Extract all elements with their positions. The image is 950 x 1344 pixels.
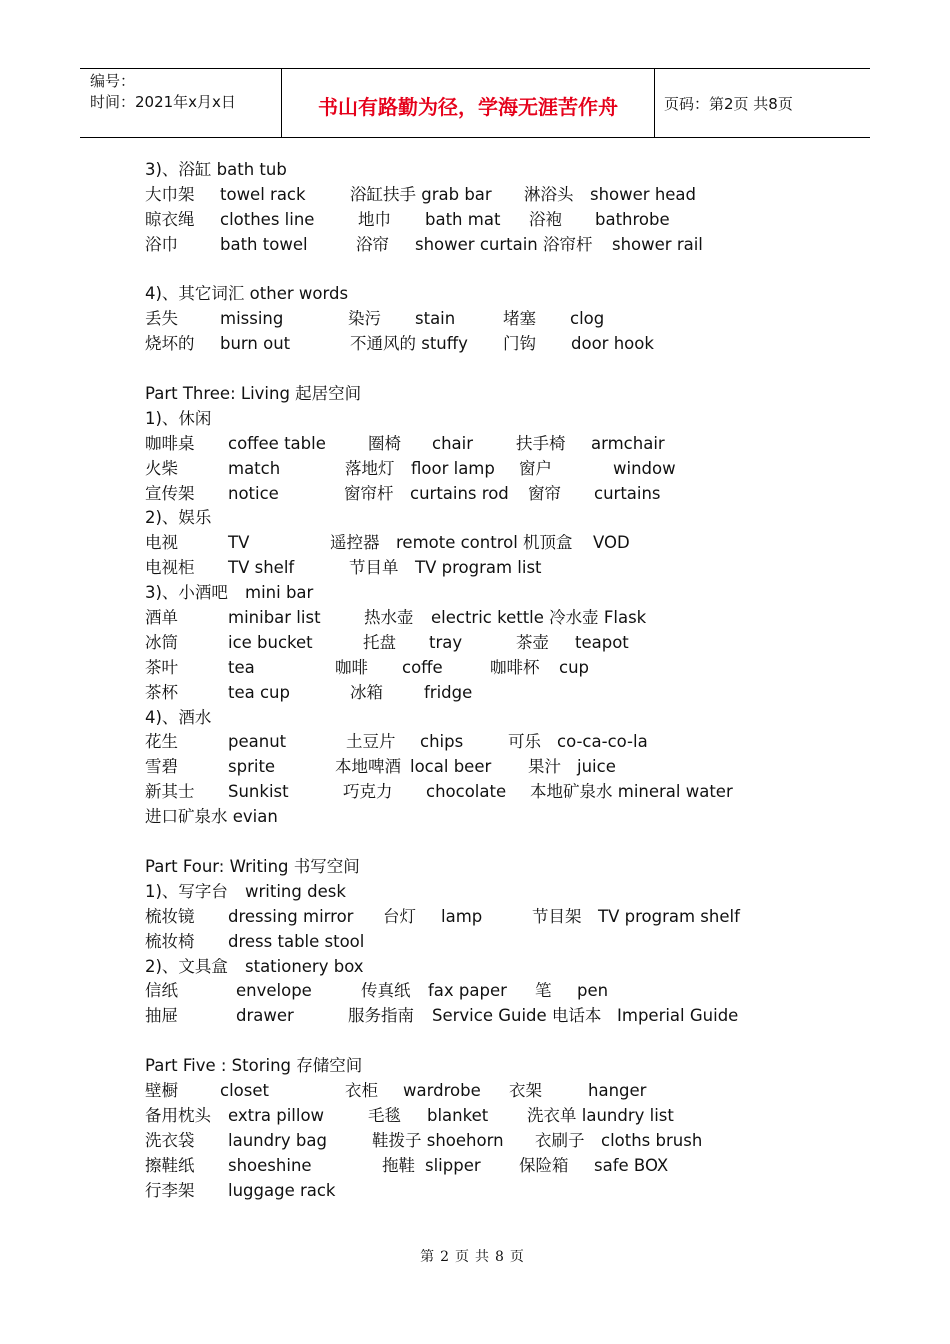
vocab-term: 地巾 <box>358 209 391 229</box>
vocab-term: 2)、娱乐 <box>145 508 212 528</box>
vocab-line <box>145 183 865 208</box>
vocab-term: tea cup <box>228 682 290 702</box>
vocab-term: floor lamp <box>411 458 495 478</box>
vocab-line <box>145 307 865 332</box>
footer-page-text: 2 <box>440 1249 449 1265</box>
vocab-line <box>145 1104 865 1129</box>
vocab-line <box>145 1129 865 1154</box>
vocab-line <box>145 208 865 233</box>
vocab-term: 果汁 <box>528 757 561 777</box>
vocab-term: 本地矿泉水 mineral water <box>530 782 733 802</box>
vocab-term: wardrobe <box>403 1080 481 1100</box>
document-date-label: 时间：2021年x月x日 <box>90 93 236 111</box>
vocab-term: 巧克力 <box>343 782 393 802</box>
vocab-line <box>145 755 865 780</box>
vocab-term: clothes line <box>220 209 315 229</box>
document-number-label: 编号： <box>90 72 136 90</box>
vocab-term: towel rack <box>220 184 306 204</box>
vocab-term: 洗衣袋 <box>145 1130 195 1150</box>
vocab-term: 窗帘 <box>528 483 561 503</box>
vocab-line <box>145 531 865 556</box>
vocab-term: 节目架 <box>532 906 582 926</box>
vocab-line <box>145 631 865 656</box>
vocab-line <box>145 282 865 307</box>
vocab-term: 浴袍 <box>529 209 562 229</box>
vocab-term: 火柴 <box>145 458 178 478</box>
vocab-term: 传真纸 <box>361 981 411 1001</box>
vocab-term: 笔 <box>535 981 552 1001</box>
vocab-term: 洗衣单 laundry list <box>527 1105 674 1125</box>
vocab-line <box>145 506 865 531</box>
vocab-line <box>145 432 865 457</box>
vocab-term: dressing mirror <box>228 906 354 926</box>
vocab-term: shower head <box>590 184 697 204</box>
vocab-term: Service Guide 电话本 <box>432 1006 602 1026</box>
vocab-line <box>145 706 865 731</box>
blank-line <box>145 1029 865 1054</box>
vocab-term: 雪碧 <box>145 757 178 777</box>
footer-page-text: 页 <box>455 1249 469 1265</box>
vocab-term: 花生 <box>145 732 178 752</box>
blank-line <box>145 830 865 855</box>
vocab-term: 电视 <box>145 533 178 553</box>
vocab-line <box>145 805 865 830</box>
vocab-term: missing <box>220 309 284 329</box>
footer-page-text: 8 <box>495 1249 504 1265</box>
vocab-term: Part Three: Living 起居空间 <box>145 384 362 404</box>
vocab-term: stationery box <box>245 956 364 976</box>
vocab-term: 烧坏的 <box>145 334 195 354</box>
vocab-term: 可乐 <box>508 732 541 752</box>
vocab-line <box>145 158 865 183</box>
vocab-term: local beer <box>410 757 492 777</box>
vocab-term: shower curtain 浴帘杆 <box>415 234 593 254</box>
vocab-term: bathrobe <box>595 209 670 229</box>
vocab-term: tray <box>429 632 463 652</box>
vocab-term: 宣传架 <box>145 483 195 503</box>
vocab-term: bath towel <box>220 234 308 254</box>
vocab-line <box>145 730 865 755</box>
vocab-term: 热水壶 <box>364 608 414 628</box>
vocab-term: 2)、文具盒 <box>145 956 228 976</box>
vocab-term: 4)、其它词汇 other words <box>145 284 349 304</box>
vocab-term: 3)、小酒吧 <box>145 583 228 603</box>
vocab-term: cup <box>559 657 590 677</box>
vocab-term: Imperial Guide <box>617 1006 739 1026</box>
vocab-term: 梳妆椅 <box>145 931 195 951</box>
vocab-term: 咖啡杯 <box>490 657 540 677</box>
vocab-term: TV program shelf <box>598 906 740 926</box>
vocab-term: electric kettle 冷水壶 Flask <box>431 608 647 628</box>
vocab-line <box>145 233 865 258</box>
vocab-term: ice bucket <box>228 632 313 652</box>
vocab-line <box>145 407 865 432</box>
header-meta <box>90 71 236 113</box>
vocab-term: laundry bag <box>228 1130 327 1150</box>
vocab-term: slipper <box>425 1155 481 1175</box>
vocab-term: 窗帘杆 <box>344 483 394 503</box>
vocab-term: mini bar <box>245 583 314 603</box>
vocab-term: TV <box>228 533 250 553</box>
vocab-term: remote control 机顶盒 <box>396 533 573 553</box>
vocab-term: 鞋拨子 shoehorn <box>372 1130 504 1150</box>
vocab-line <box>145 930 865 955</box>
vocab-term: 土豆片 <box>346 732 396 752</box>
vocab-term: 行李架 <box>145 1180 195 1200</box>
vocab-term: VOD <box>593 533 630 553</box>
vocab-line <box>145 382 865 407</box>
vocab-term: TV program list <box>415 558 542 578</box>
vocab-term: 托盘 <box>363 632 396 652</box>
vocab-term: 冰箱 <box>350 682 383 702</box>
vocab-term: 圈椅 <box>368 433 401 453</box>
page-footer <box>0 1246 950 1266</box>
vocab-term: 保险箱 <box>519 1155 569 1175</box>
vocab-term: coffe <box>402 657 443 677</box>
vocab-term: 信纸 <box>145 981 178 1001</box>
vocab-term: coffee table <box>228 433 326 453</box>
vocab-term: shoeshine <box>228 1155 312 1175</box>
vocab-term: 大巾架 <box>145 184 195 204</box>
vocab-line <box>145 780 865 805</box>
vocab-term: fridge <box>424 682 473 702</box>
vocab-line <box>145 1154 865 1179</box>
page-header <box>80 68 870 138</box>
vocab-term: 落地灯 <box>345 458 395 478</box>
vocab-term: co-ca-co-la <box>557 732 648 752</box>
vocab-term: 节目单 <box>349 558 399 578</box>
vocab-term: peanut <box>228 732 287 752</box>
vocab-term: notice <box>228 483 279 503</box>
vocabulary-list <box>145 158 865 1203</box>
blank-line <box>145 357 865 382</box>
header-page-number: 页码：第2页 共8页 <box>664 95 793 113</box>
vocab-term: hanger <box>588 1080 647 1100</box>
vocab-term: 冰筒 <box>145 632 178 652</box>
footer-page-text: 第 <box>420 1249 435 1265</box>
vocab-line <box>145 1179 865 1204</box>
vocab-term: chair <box>432 433 474 453</box>
vocab-term: 咖啡桌 <box>145 433 195 453</box>
vocab-term: Sunkist <box>228 782 289 802</box>
vocab-term: 茶壶 <box>516 632 549 652</box>
vocab-term: sprite <box>228 757 276 777</box>
vocab-term: 3)、浴缸 bath tub <box>145 160 287 179</box>
vocab-term: door hook <box>571 334 654 354</box>
vocab-term: 备用枕头 <box>145 1105 211 1125</box>
vocab-line <box>145 681 865 706</box>
vocab-term: writing desk <box>245 881 346 901</box>
vocab-term: curtains rod <box>410 483 509 503</box>
vocab-term: 抽屉 <box>145 1006 178 1026</box>
vocab-term: pen <box>577 981 609 1001</box>
vocab-term: lamp <box>441 906 483 926</box>
vocab-line <box>145 482 865 507</box>
vocab-term: 1)、休闲 <box>145 408 212 428</box>
vocab-term: match <box>228 458 281 478</box>
vocab-term: 茶杯 <box>145 682 178 702</box>
vocab-term: chocolate <box>426 782 507 802</box>
vocab-term: stain <box>415 309 456 329</box>
vocab-line <box>145 457 865 482</box>
vocab-term: 不通风的 stuffy <box>350 334 468 354</box>
footer-page-text: 页 <box>509 1249 524 1265</box>
vocab-line <box>145 880 865 905</box>
vocab-term: 窗户 <box>519 458 552 478</box>
vocab-term: 衣柜 <box>345 1080 378 1100</box>
vocab-term: 咖啡 <box>335 657 368 677</box>
vocab-term: 4)、酒水 <box>145 707 212 727</box>
vocab-term: 门钩 <box>503 334 536 354</box>
vocab-term: extra pillow <box>228 1105 325 1125</box>
vocab-term: envelope <box>236 981 312 1001</box>
vocab-term: 台灯 <box>383 906 416 926</box>
vocab-term: 本地啤酒 <box>335 757 401 777</box>
vocab-line <box>145 556 865 581</box>
vocab-term: curtains <box>594 483 661 503</box>
vocab-term: 进口矿泉水 evian <box>145 807 278 827</box>
blank-line <box>145 258 865 283</box>
vocab-term: 电视柜 <box>145 558 195 578</box>
vocab-term: Part Four: Writing 书写空间 <box>145 856 360 876</box>
vocab-line <box>145 955 865 980</box>
vocab-term: safe BOX <box>594 1155 669 1175</box>
vocab-term: 擦鞋纸 <box>145 1155 195 1175</box>
vocab-term: closet <box>220 1080 269 1100</box>
vocab-term: 拖鞋 <box>382 1155 415 1175</box>
vocab-term: 晾衣绳 <box>145 209 195 229</box>
vocab-term: burn out <box>220 334 291 354</box>
vocab-term: minibar list <box>228 608 321 628</box>
vocab-term: 服务指南 <box>348 1006 414 1026</box>
vocab-term: cloths brush <box>601 1130 703 1150</box>
vocab-term: 浴巾 <box>145 234 178 254</box>
vocab-term: drawer <box>236 1006 294 1026</box>
vocab-term: dress table stool <box>228 931 365 951</box>
vocab-term: chips <box>420 732 464 752</box>
vocab-term: 衣刷子 <box>535 1130 585 1150</box>
vocab-line <box>145 1004 865 1029</box>
vocab-line <box>145 332 865 357</box>
vocab-term: luggage rack <box>228 1180 336 1200</box>
vocab-term: 壁橱 <box>145 1080 178 1100</box>
vocab-term: 茶叶 <box>145 657 178 677</box>
vocab-term: juice <box>577 757 616 777</box>
vocab-term: 染污 <box>348 309 381 329</box>
vocab-term: window <box>613 458 676 478</box>
vocab-term: fax paper <box>428 981 507 1001</box>
vocab-term: 浴帘 <box>356 234 389 254</box>
vocab-term: clog <box>570 309 605 329</box>
vocab-term: bath mat <box>425 209 501 229</box>
vocab-term: 浴缸扶手 grab bar <box>350 184 492 204</box>
vocab-term: shower rail <box>612 234 703 254</box>
header-motto: 书山有路勤为径，学海无涯苦作舟 <box>318 95 618 119</box>
vocab-term: armchair <box>591 433 665 453</box>
vocab-term: TV shelf <box>228 558 295 578</box>
vocab-term: tea <box>228 657 255 677</box>
header-divider <box>654 69 655 137</box>
vocab-term: blanket <box>427 1105 489 1125</box>
vocab-term: Part Five : Storing 存储空间 <box>145 1056 363 1076</box>
vocab-term: 淋浴头 <box>524 184 574 204</box>
vocab-term: 遥控器 <box>330 533 380 553</box>
vocab-term: 丢失 <box>145 309 178 329</box>
vocab-term: 毛毯 <box>368 1105 401 1125</box>
vocab-term: 新其士 <box>145 782 195 802</box>
vocab-term: 堵塞 <box>503 309 536 329</box>
footer-page-text: 共 <box>475 1249 489 1265</box>
vocab-line <box>145 1054 865 1079</box>
vocab-line <box>145 581 865 606</box>
vocab-line <box>145 606 865 631</box>
vocab-line <box>145 979 865 1004</box>
vocab-term: 酒单 <box>145 608 178 628</box>
vocab-term: 扶手椅 <box>516 433 566 453</box>
vocab-line <box>145 656 865 681</box>
vocab-line <box>145 905 865 930</box>
vocab-line <box>145 855 865 880</box>
vocab-term: teapot <box>575 632 629 652</box>
vocab-term: 衣架 <box>509 1080 542 1100</box>
vocab-term: 梳妆镜 <box>145 906 195 926</box>
vocab-term: 1)、写字台 <box>145 881 228 901</box>
vocab-line <box>145 1079 865 1104</box>
